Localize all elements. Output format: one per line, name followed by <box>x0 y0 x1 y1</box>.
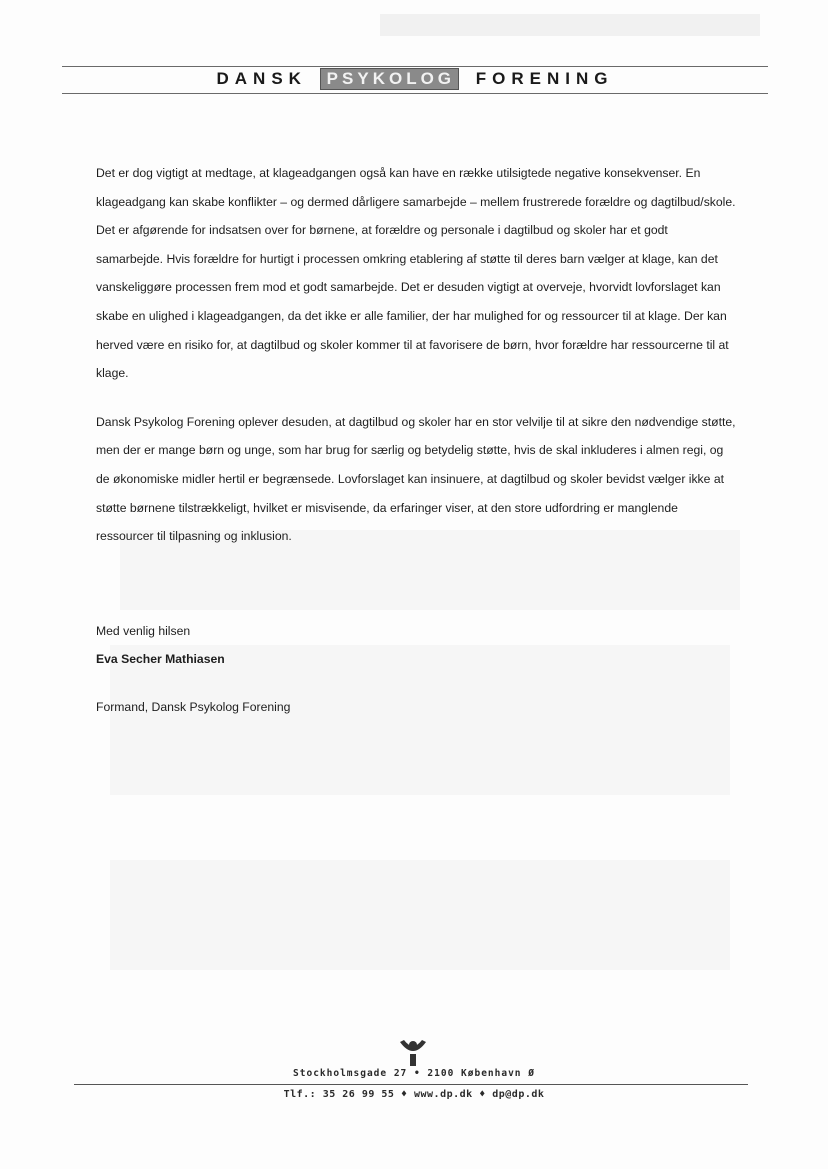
header-rule <box>62 93 768 94</box>
letterhead-word-boxed: PSYKOLOG <box>320 68 459 90</box>
paragraph-gap <box>96 388 736 408</box>
paragraph-2: Dansk Psykolog Forening oplever desuden, at dagtilbud og skoler har en stor velvilje til at sikre den nødvendige støtte, men der er mange børn og unge, som har brug for særlig og betydelig støtte, hvis de skal inkluderes i almen regi, og de økonomiske midler hertil er begrænsede. Lovforslaget kan insinuere, at dagtilbud og skoler bevidst vælger ikke at støtte børnene tilstrækkeligt, hvilket er misvisende, da erfaringer viser, at den store udfordring er manglende ressourcer til tilpasning og inklusion. <box>96 414 736 544</box>
paragraph-1: Det er dog vigtigt at medtage, at klageadgangen også kan have en række utilsigtede negative konsekvenser. En klageadgang kan skabe konflikter – og dermed dårligere samarbejde – mellem frustrerede forældre og dagtilbud/skole. Det er afgørende for indsatsen over for børnene, at forældre og personale i dagtilbud og skoler har et godt samarbejde. Hvis forældre for hurtigt i processen omkring etablering af støtte til deres barn vælger at klage, kan det vanskeliggøre processen frem mod et godt samarbejde. Det er desuden vigtigt at overveje, hvorvidt lovforslaget kan skabe en ulighed i klageadgangen, da det ikke er alle familier, der har mulighed for og ressourcer til at klage. Der kan herved være en risiko for, at dagtilbud og skoler kommer til at favorisere de børn, hvor forældre har ressourcerne til at klage. <box>96 166 736 381</box>
dp-logo-icon <box>396 1036 430 1068</box>
greeting: Med venlig hilsen <box>96 624 191 638</box>
letterhead-word-left: DANSK <box>216 69 307 88</box>
signer-name: Eva Secher Mathiasen <box>96 652 225 666</box>
signer-role: Formand, Dansk Psykolog Forening <box>96 700 291 714</box>
bleed-through <box>380 14 760 36</box>
top-rule <box>62 66 768 67</box>
footer-address: Stockholmsgade 27 • 2100 København Ø <box>293 1068 535 1079</box>
bleed-through <box>110 860 730 970</box>
signature-block <box>96 617 225 673</box>
letterhead-word-right: FORENING <box>475 69 614 88</box>
letterhead <box>62 68 768 90</box>
letter-body <box>96 159 736 551</box>
footer-rule <box>74 1084 748 1085</box>
footer-contact: Tlf.: 35 26 99 55 ♦ www.dp.dk ♦ dp@dp.dk <box>283 1089 545 1100</box>
